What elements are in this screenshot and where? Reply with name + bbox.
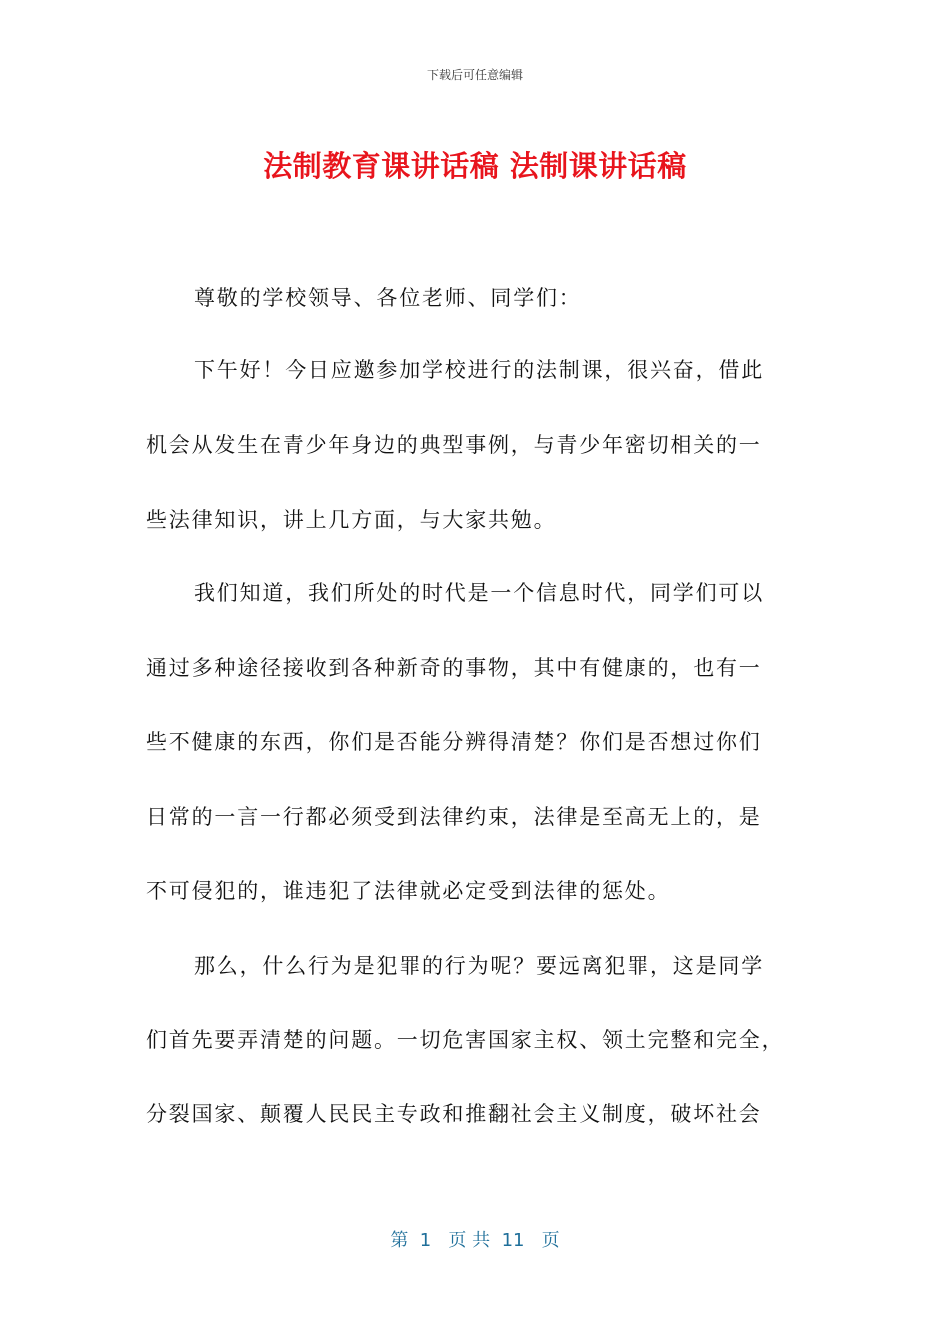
header-note: 下载后可任意编辑 bbox=[426, 68, 523, 82]
paragraph-line: 那么，什么行为是犯罪的行为呢？要远离犯罪，这是同学 bbox=[194, 954, 764, 978]
salutation-line: 尊敬的学校领导、各位老师、同学们： bbox=[194, 286, 582, 310]
paragraph-line: 日常的一言一行都必须受到法律约束，法律是至高无上的，是 bbox=[146, 805, 762, 829]
page-number-footer: 第 1 页 共 11 页 bbox=[390, 1230, 560, 1251]
paragraph-line: 分裂国家、颠覆人民民主专政和推翻社会主义制度，破坏社会 bbox=[146, 1102, 762, 1126]
paragraph-line: 不可侵犯的，谁违犯了法律就必定受到法律的惩处。 bbox=[146, 879, 671, 903]
document-title: 法制教育课讲话稿 法制课讲话稿 bbox=[263, 149, 687, 183]
paragraph-line: 机会从发生在青少年身边的典型事例，与青少年密切相关的一 bbox=[146, 433, 762, 457]
paragraph-line: 我们知道，我们所处的时代是一个信息时代，同学们可以 bbox=[194, 581, 764, 605]
paragraph-line: 下午好！今日应邀参加学校进行的法制课，很兴奋，借此 bbox=[194, 358, 764, 382]
paragraph-line: 们首先要弄清楚的问题。一切危害国家主权、领土完整和完全， bbox=[146, 1028, 785, 1052]
paragraph-line: 些法律知识，讲上几方面，与大家共勉。 bbox=[146, 508, 557, 532]
paragraph-line: 通过多种途径接收到各种新奇的事物，其中有健康的，也有一 bbox=[146, 656, 762, 680]
paragraph-line: 些不健康的东西，你们是否能分辨得清楚？你们是否想过你们 bbox=[146, 730, 762, 754]
